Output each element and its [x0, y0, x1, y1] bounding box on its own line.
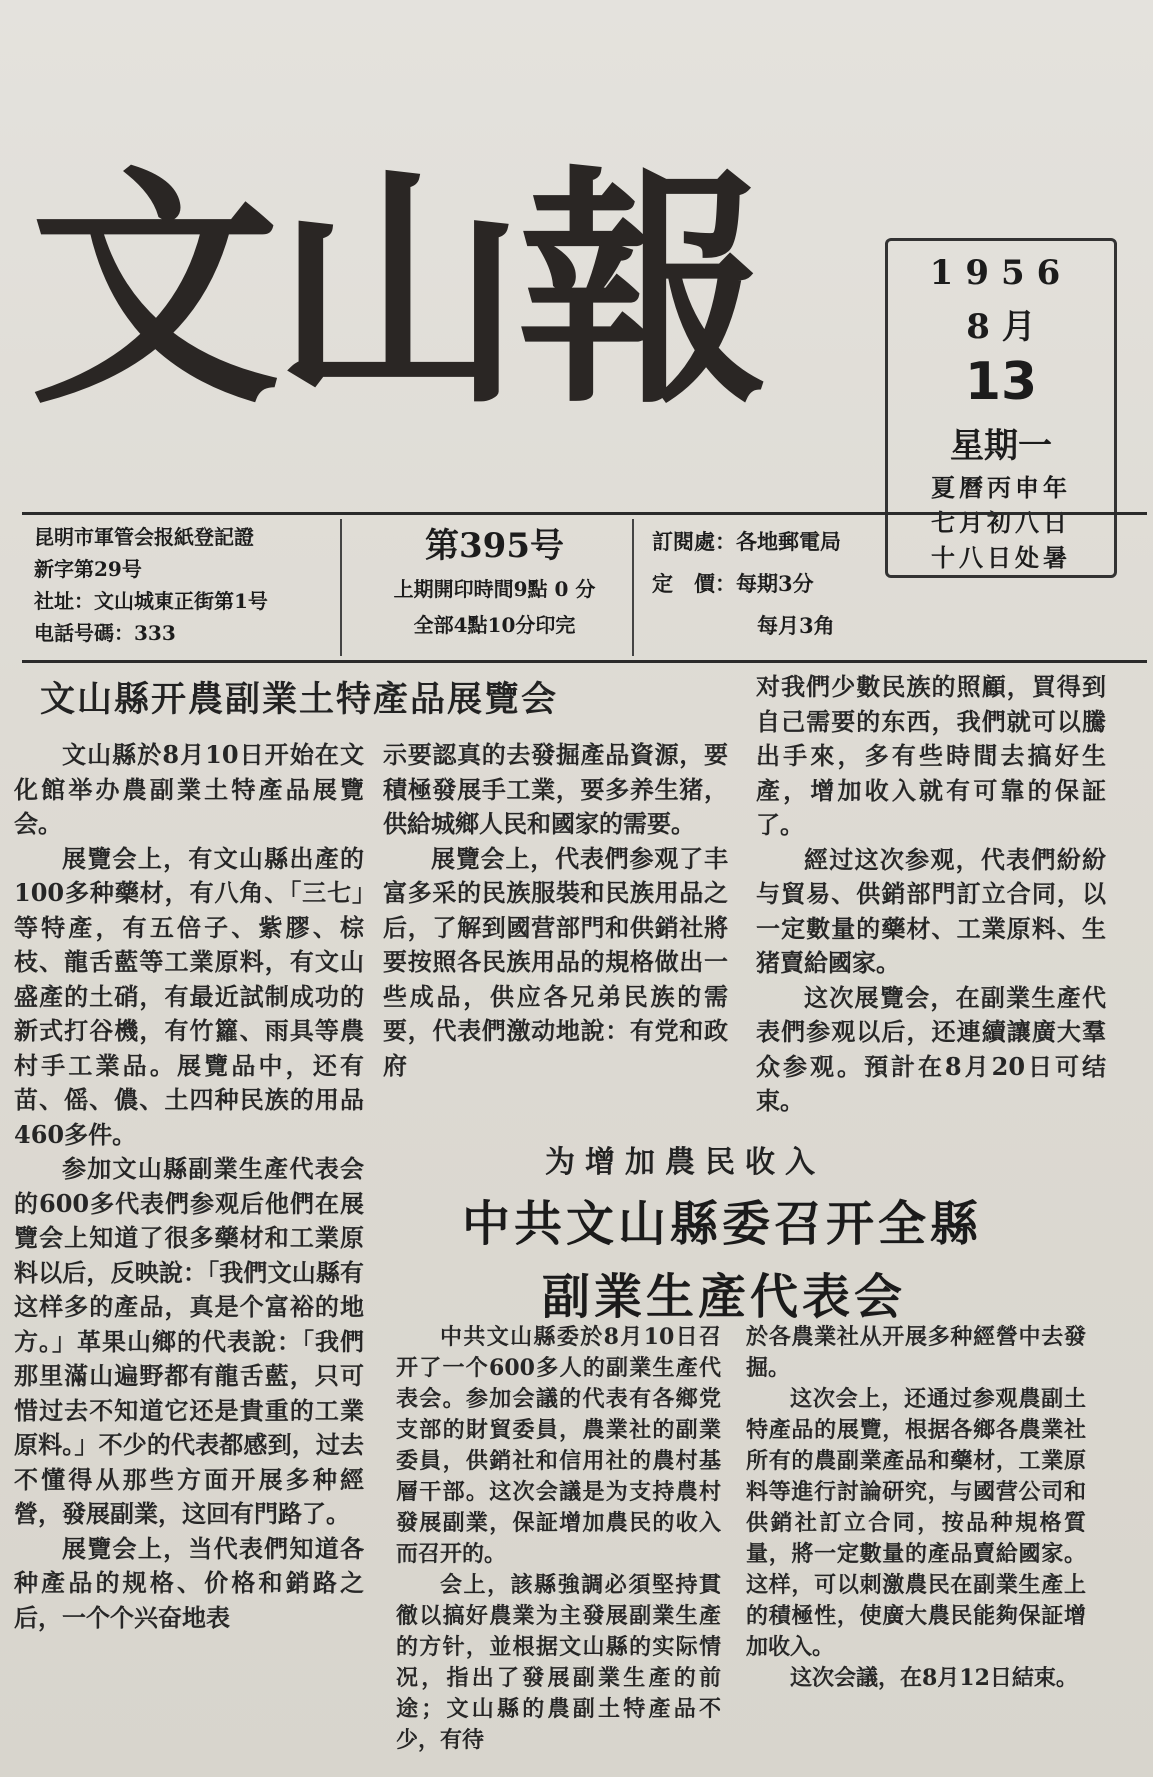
article1-column-3 [756, 670, 1106, 1119]
issue-info [352, 521, 637, 643]
registration-info [34, 521, 334, 649]
date-month: 8 月 [966, 307, 1036, 347]
paragraph: 会上，該縣強調必須堅持貫徹以搞好農業为主發展副業生產的方针，並根据文山縣的实际情况，指出了發展副業生產的前途；文山縣的農副土特產品不少，有待 [396, 1572, 721, 1753]
publication-info-bar [22, 512, 1147, 663]
paragraph: 中共文山縣委於8月10日召开了一个600多人的副業生產代表会。参加会議的代表有各鄉党支部的財貿委員，農業社的副業委員，供銷社和信用社的農村基層干部。这次会議是为支持農村發展副業，保証增加農民的收入而召开的。 [396, 1324, 721, 1567]
lunar-line: 七月初八日 [931, 507, 1071, 537]
date-weekday: 星期一 [950, 426, 1052, 466]
paragraph: 展覽会上，代表們参观了丰富多采的民族服裝和民族用品之后，了解到國营部門和供銷社將要按照各民族用品的規格做出一些成品，供应各兄弟民族的需要，代表們激动地說：有党和政府 [383, 843, 728, 1080]
paragraph: 於各農業社从开展多种經營中去發掘。 [746, 1324, 1086, 1381]
article2-headline: 中共文山縣委召开全縣 [462, 1196, 983, 1252]
article1-column-1 [14, 738, 364, 1635]
article1-column-2 [383, 738, 728, 1083]
article2-column-1 [396, 1322, 721, 1756]
paragraph: 参加文山縣副業生產代表会的600多代表們参观后他們在展覽会上知道了很多藥材和工業原料以后，反映說：「我們文山縣有这样多的產品，真是个富裕的地方。」革果山鄉的代表說：「我們那里滿山遍野都有龍舌藍，只可惜过去不知道它还是貴重的工業原料。」不少的代表都感到，过去不懂得从那些方面开展多种經營，發展副業，这回有門路了。 [14, 1154, 364, 1528]
lunar-line: 十八日处暑 [931, 542, 1071, 572]
date-year: 1956 [929, 253, 1073, 293]
paragraph: 这次展覽会，在副業生產代表們参观以后，还連續讓廣大羣众参观。預計在8月20日可结束。 [756, 982, 1106, 1115]
print-time: 上期開印時間9點 0 分 [393, 577, 596, 601]
paragraph: 这次会上，还通过参观農副土特產品的展覽，根据各鄉各農業社所有的農副業產品和藥材，工業原料等進行討論研究，与國营公司和供銷社訂立合同，按品种規格質量，將一定數量的產品賣給國家。这样，可以刺激農民在副業生產上的積極性，使廣大農民能夠保証增加收入。 [746, 1386, 1086, 1660]
date-day: 13 [964, 352, 1038, 412]
paragraph: 展覽会上，有文山縣出產的100多种藥材，有八角、「三七」等特產，有五倍子、紫膠、棕枝、龍舌藍等工業原料，有文山盛產的土硝，有最近試制成功的新式打谷機，有竹籮、雨具等農村手工業品。展覽品中，还有苗、傜、儂、土四种民族的用品460多件。 [14, 843, 364, 1149]
print-time: 全部4點10分印完 [413, 613, 576, 637]
registration-line: 昆明市軍管会报紙登記證 [34, 525, 254, 549]
paragraph: 經过这次参观，代表們紛紛与貿易、供銷部門訂立合同，以一定數量的藥材、工業原料、生猪賣給國家。 [756, 844, 1106, 977]
lunar-line: 夏曆丙申年 [931, 473, 1071, 502]
article2-kicker: 为增加農民收入 [545, 1145, 825, 1180]
paragraph: 文山縣於8月10日开始在文化館举办農副業土特產品展覽会。 [14, 740, 364, 838]
article2-headline-line2: 副業生產代表会 [542, 1269, 907, 1325]
article1-headline: 文山縣开農副業土特產品展覽会 [40, 679, 559, 720]
paragraph: 展覽会上，当代表們知道各种產品的规格、价格和銷路之后，一个个兴奋地表 [14, 1533, 364, 1632]
paragraph: 示要認真的去發掘產品資源，要積極發展手工業，要多养生猪，供給城鄉人民和國家的需要。 [383, 740, 728, 838]
address-line: 社址：文山城東正街第1号 [34, 589, 268, 613]
price-line: 定 價：每期3分 [652, 571, 814, 596]
subscription-line: 訂閱處：各地郵電局 [652, 529, 841, 554]
registration-line: 新字第29号 [34, 557, 142, 581]
divider [632, 519, 634, 656]
paragraph: 这次会議，在8月12日結束。 [790, 1665, 1078, 1691]
price-line: 每月3角 [757, 613, 835, 638]
divider [340, 519, 342, 656]
paragraph: 对我們少數民族的照顧，買得到自己需要的东西，我們就可以騰出手來，多有些時間去搞好生產，增加收入就有可靠的保証了。 [756, 672, 1106, 839]
phone-line: 电話号碼：333 [34, 621, 176, 645]
subscription-info [652, 521, 942, 647]
newspaper-title: 文山報 [30, 143, 762, 437]
issue-number: 第395号 [425, 526, 564, 566]
article2-column-2 [746, 1322, 1086, 1694]
